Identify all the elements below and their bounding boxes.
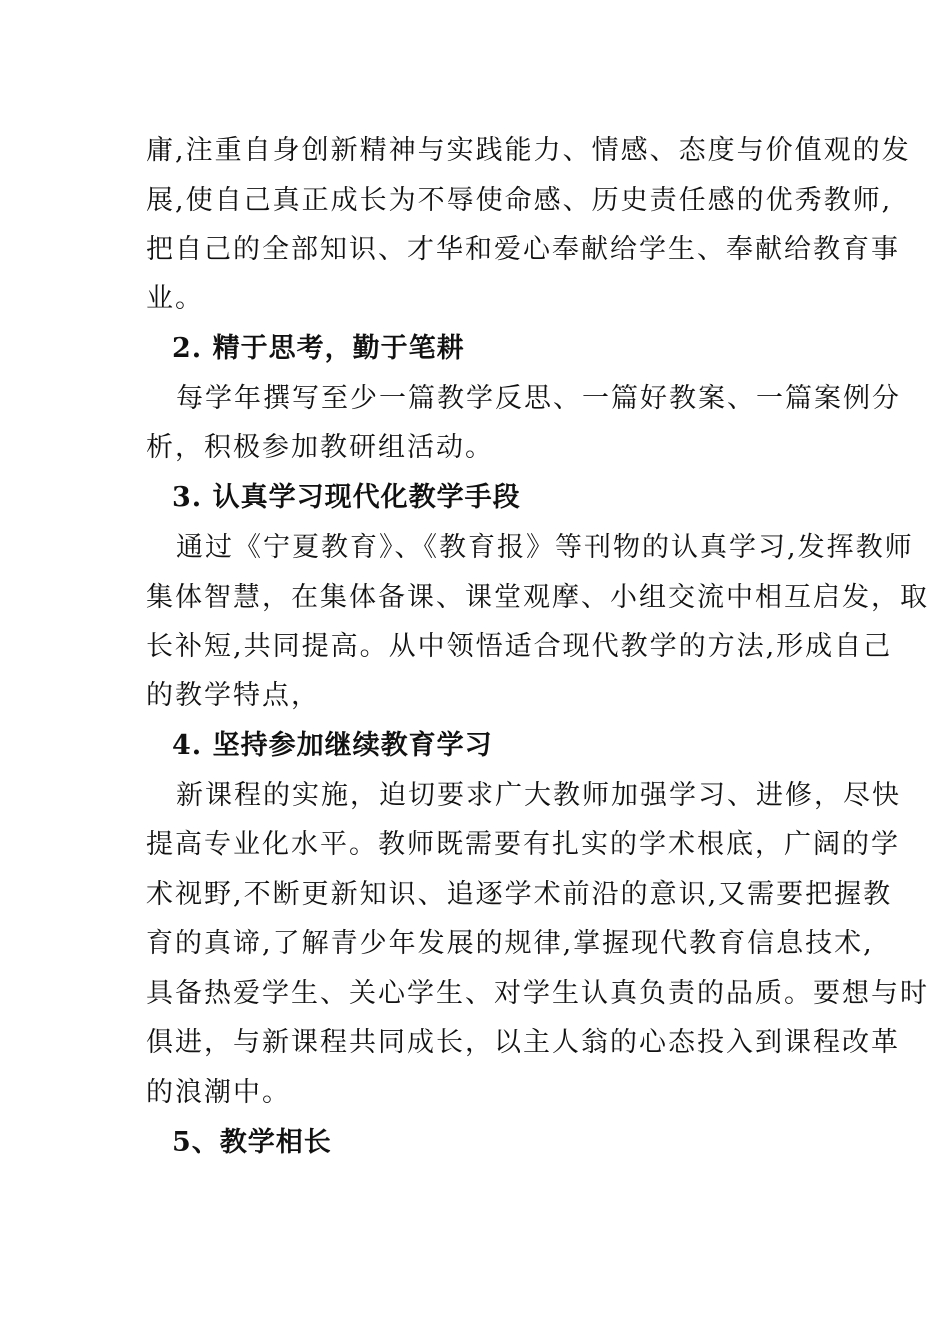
paragraph-line: 业。 [146,283,204,314]
section-heading-4: 4. 坚持参加继续教育学习 [172,730,493,761]
paragraph-line: 的教学特点， [146,680,320,711]
section-heading-2: 2. 精于思考，勤于笔耕 [172,333,465,364]
paragraph-line: 新课程的实施，迫切要求广大教师加强学习、进修，尽快 [176,780,901,811]
paragraph-line: 具备热爱学生、关心学生、对学生认真负责的品质。要想与时 [146,978,929,1009]
section-heading-5: 5、教学相长 [172,1127,332,1158]
section-heading-3: 3. 认真学习现代化教学手段 [172,482,521,513]
paragraph-line: 的浪潮中。 [146,1077,291,1108]
paragraph-line: 育的真谛,了解青少年发展的规律,掌握现代教育信息技术, [146,928,874,959]
paragraph-line: 把自己的全部知识、才华和爱心奉献给学生、奉献给教育事 [146,234,900,265]
paragraph-line: 通过《宁夏教育》、《教育报》等刊物的认真学习,发挥教师 [176,532,914,563]
paragraph-line: 提高专业化水平。教师既需要有扎实的学术根底，广阔的学 [146,829,900,860]
paragraph-line: 每学年撰写至少一篇教学反思、一篇好教案、一篇案例分 [176,383,901,414]
paragraph-line: 析，积极参加教研组活动。 [146,432,494,463]
paragraph-line: 庸,注重自身创新精神与实践能力、情感、态度与价值观的发 [146,135,911,166]
paragraph-line: 集体智慧，在集体备课、课堂观摩、小组交流中相互启发，取 [146,582,929,613]
paragraph-line: 俱进，与新课程共同成长，以主人翁的心态投入到课程改革 [146,1027,900,1058]
paragraph-line: 长补短,共同提高。从中领悟适合现代教学的方法,形成自己 [146,631,893,662]
paragraph-line: 术视野,不断更新知识、追逐学术前沿的意识,又需要把握教 [146,879,893,910]
paragraph-line: 展,使自己真正成长为不辱使命感、历史责任感的优秀教师, [146,185,893,216]
